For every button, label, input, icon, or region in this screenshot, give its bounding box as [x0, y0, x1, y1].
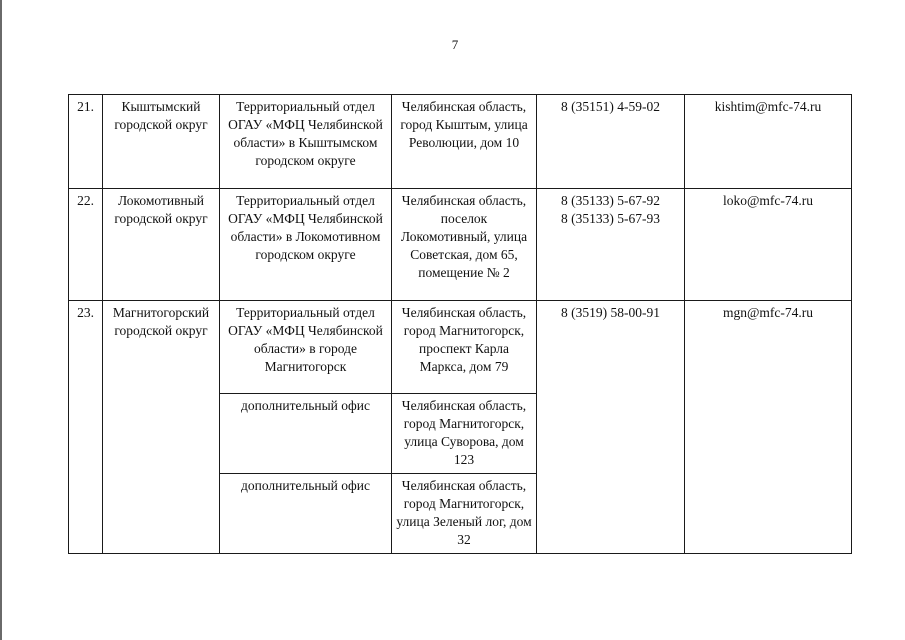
office-address: Челябинская область, город Магнитогорск, улица Суворова, дом 123: [392, 394, 537, 474]
row-number: 22.: [69, 189, 103, 301]
email-cell: mgn@mfc-74.ru: [685, 301, 852, 554]
table-row: [69, 189, 852, 301]
table-row: [69, 301, 852, 394]
office-address: Челябинская область, город Магнитогорск, проспект Карла Маркса, дом 79: [392, 301, 537, 394]
phone-cell: [537, 301, 685, 554]
email-cell: kishtim@mfc-74.ru: [685, 95, 852, 189]
phone-cell: [537, 189, 685, 301]
phone-number: 8 (3519) 58-00-91: [561, 305, 660, 320]
office-name: Территориальный отдел ОГАУ «МФЦ Челябинской области» в Локомотивном городском округе: [220, 189, 392, 301]
table-row: [69, 95, 852, 189]
phone-number: 8 (35133) 5-67-93: [561, 211, 660, 226]
office-address: Челябинская область, город Магнитогорск, улица Зеленый лог, дом 32: [392, 474, 537, 554]
district-name: Локомотивный городской округ: [103, 189, 220, 301]
phone-cell: [537, 95, 685, 189]
phone-number: 8 (35133) 5-67-92: [561, 193, 660, 208]
office-name: Территориальный отдел ОГАУ «МФЦ Челябинской области» в Кыштымском городском округе: [220, 95, 392, 189]
row-number: 21.: [69, 95, 103, 189]
page-number: 7: [451, 37, 459, 52]
page-left-edge: [0, 0, 2, 640]
mfc-offices-table: [68, 94, 852, 554]
district-name: Кыштымский городской округ: [103, 95, 220, 189]
row-number: 23.: [69, 301, 103, 554]
office-name: дополнительный офис: [220, 474, 392, 554]
phone-number: 8 (35151) 4-59-02: [561, 99, 660, 114]
district-name: Магнитогорский городской округ: [103, 301, 220, 554]
email-cell: loko@mfc-74.ru: [685, 189, 852, 301]
office-address: Челябинская область, город Кыштым, улица Революции, дом 10: [392, 95, 537, 189]
office-name: Территориальный отдел ОГАУ «МФЦ Челябинской области» в городе Магнитогорск: [220, 301, 392, 394]
office-address: Челябинская область, поселок Локомотивный, улица Советская, дом 65, помещение № 2: [392, 189, 537, 301]
office-name: дополнительный офис: [220, 394, 392, 474]
